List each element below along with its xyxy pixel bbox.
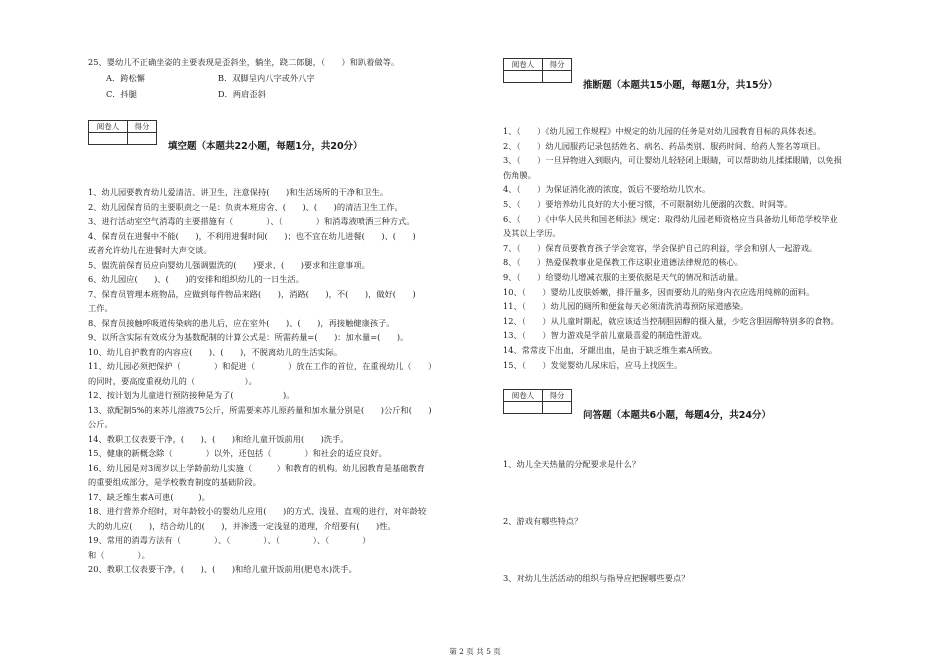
qa-question-1: 1、幼儿全天热量的分配要求是什么？ bbox=[503, 459, 641, 469]
judge-question-line: 10、（ ）婴幼儿皮肤娇嫩，排汗量多，因而要幼儿的贴身内衣应选用纯棉的面料。 bbox=[503, 286, 815, 297]
fill-question-line: 和（ ）。 bbox=[88, 549, 150, 560]
score-label: 得分 bbox=[543, 59, 572, 71]
score-box-judge bbox=[503, 58, 572, 83]
reviewer-cell[interactable] bbox=[504, 71, 543, 83]
qa-section-title: 问答题（本题共6小题，每题4分，共24分） bbox=[583, 410, 771, 421]
judge-question-line: 5、（ ）要培养幼儿良好的大小便习惯，不可限制幼儿便溺的次数、时间等。 bbox=[503, 199, 793, 209]
question-25-option-c: C．抖腿 bbox=[106, 89, 138, 99]
qa-question-2: 2、游戏有哪些特点？ bbox=[503, 516, 583, 526]
reviewer-cell[interactable] bbox=[504, 402, 543, 414]
fill-question-line: 10、幼儿自护教育的内容应( )、( )，不脱离幼儿的生活实际。 bbox=[88, 346, 343, 357]
reviewer-label: 阅卷人 bbox=[504, 390, 543, 402]
score-box-fill bbox=[88, 120, 157, 145]
qa-question-3: 3、对幼儿生活活动的组织与指导应把握哪些要点？ bbox=[503, 573, 690, 583]
fill-question-line: 17、缺乏维生素A可患( )。 bbox=[88, 491, 210, 502]
fill-question-line: 18、进行营养介绍时，对年龄较小的婴幼儿应用( )的方式、浅显、直观的进行，对年龄较 bbox=[88, 506, 427, 516]
judge-question-line: 14、常常皮下出血，牙龈出血，是由于缺乏维生素A所致。 bbox=[503, 345, 718, 355]
fill-question-line: 公斤。 bbox=[88, 419, 113, 429]
judge-question-line: 伤角膜。 bbox=[503, 169, 536, 180]
judge-question-line: 9、（ ）给婴幼儿增减衣服的主要依据是天气的情况和活动量。 bbox=[503, 272, 744, 282]
judge-question-line: 12、（ ）从儿童时期起，就应该适当控制胆固醇的摄入量，少吃含胆固醇特别多的食物。 bbox=[503, 315, 839, 326]
question-25-stem: 25、婴幼儿不正确坐姿的主要表现是歪斜坐，躺坐，跷二郎腿，（ ）和趴着做等。 bbox=[88, 57, 400, 67]
reviewer-label: 阅卷人 bbox=[504, 59, 543, 71]
fill-question-line: 4、保育员在进餐中不能( )，不利用进餐时间( )；也不宜在幼儿进餐( )、( ) bbox=[88, 230, 416, 241]
fill-question-line: 的重要组成部分，是学校教育制度的基础阶段。 bbox=[88, 477, 261, 487]
score-label: 得分 bbox=[543, 390, 572, 402]
fill-section-title: 填空题（本题共22小题，每题1分，共20分） bbox=[168, 141, 363, 152]
fill-question-line: 5、盥洗前保育员应向婴幼儿强调盥洗的( )要求、( )要求和注意事项。 bbox=[88, 259, 370, 270]
question-25-option-d: D．两肩歪斜 bbox=[218, 89, 266, 99]
fill-question-line: 大的幼儿应( )，结合幼儿的( )，并渗透一定浅显的道理，介绍要有( )性。 bbox=[88, 520, 396, 531]
reviewer-label: 阅卷人 bbox=[89, 121, 128, 133]
fill-question-line: 12、按计划为儿童进行预防接种是为了( )。 bbox=[88, 390, 295, 400]
judge-question-line: 6、（ ）《中华人民共和国老师法》规定：取得幼儿园老师资格应当具备幼儿师范学校毕业 bbox=[503, 213, 838, 224]
fill-question-line: 1、幼儿园要教育幼儿爱清洁、讲卫生，注意保持( )和生活场所的干净和卫生。 bbox=[88, 187, 389, 197]
judge-question-line: 1、（ ）《幼儿园工作规程》中规定的幼儿园的任务是对幼儿园教育目标的具体表述。 bbox=[503, 126, 822, 136]
judge-question-line: 及其以上学历。 bbox=[503, 228, 561, 239]
fill-question-line: 2、幼儿园保育员的主要职责之一是：负责本班房舍、( )、( )的清洁卫生工作。 bbox=[88, 201, 403, 212]
score-cell[interactable] bbox=[543, 71, 572, 83]
question-25-option-b: B．双脚呈内八字或外八字 bbox=[218, 73, 315, 83]
judge-question-line: 4、（ ）为保证消化液的浓度，饭后不要给幼儿饮水。 bbox=[503, 184, 711, 195]
fill-question-line: 15、健康的新概念除（ ）以外，还包括（ ）和社会的适应良好。 bbox=[88, 448, 387, 458]
fill-question-line: 13、欲配制5%的来苏儿溶液75公斤，所需要来苏儿原药量和加水量分别是( )公斤和( ) bbox=[88, 404, 432, 415]
fill-question-line: 9、以所含实际有效成分为基数配制的计算公式是：所需药量=( )：加水量=( )。 bbox=[88, 332, 409, 342]
score-label: 得分 bbox=[128, 121, 157, 133]
judge-question-line: 11、（ ）幼儿园的厕所和便盆每天必须清洗消毒预防尿道感染。 bbox=[503, 301, 749, 312]
fill-question-line: 20、教职工仪表要干净，( )、( )和给儿童开饭前用(肥皂水)洗手。 bbox=[88, 564, 357, 574]
score-box-qa bbox=[503, 389, 572, 414]
fill-question-line: 工作。 bbox=[88, 303, 113, 313]
judge-question-line: 8、（ ）热爱保教事业是保教工作这职业道德法律规范的核心。 bbox=[503, 257, 744, 268]
judge-question-line: 13、（ ）智力游戏是学前儿童最喜爱的制造性游戏。 bbox=[503, 330, 708, 341]
score-cell[interactable] bbox=[128, 133, 157, 145]
fill-question-line: 14、教职工仪表要干净，( )、( )和给儿童开饭前用( )洗手。 bbox=[88, 433, 349, 444]
fill-question-line: 16、幼儿园是对3周岁以上学龄前幼儿实施（ ）和教育的机构。幼儿园教育是基础教育 bbox=[88, 462, 426, 473]
fill-question-line: 的同时，要高度重视幼儿的（ ）。 bbox=[88, 375, 257, 386]
page-footer: 第 2 页 共 5 页 bbox=[449, 647, 501, 656]
fill-question-line: 6、幼儿园应( )、( )的安排和组织幼儿的一日生活。 bbox=[88, 274, 304, 284]
judge-question-line: 2、（ ）幼儿园服药记录包括姓名、病名、药品类别、服药时间、给药人签名等项目。 bbox=[503, 140, 826, 151]
judge-section-title: 推断题（本题共15小题，每题1分，共15分） bbox=[583, 80, 778, 91]
score-cell[interactable] bbox=[543, 402, 572, 414]
question-25-option-a: A．跨松懈 bbox=[106, 73, 145, 83]
fill-question-line: 8、保育员接触呼吸道传染病的患儿后，应在室外( )、( )，再接触健康孩子。 bbox=[88, 317, 395, 328]
judge-question-line: 7、（ ）保育员要教育孩子学会宽容，学会保护自己的利益，学会和别人一起游戏。 bbox=[503, 242, 818, 253]
judge-question-line: 3、（ ）一旦异物进入到眼内，可让婴幼儿轻轻闭上眼睛，可以帮助幼儿揉揉眼睛，以免损 bbox=[503, 155, 842, 166]
fill-question-line: 11、幼儿园必须把保护（ ）和促进（ ）放在工作的首位，在重视幼儿（ ） bbox=[88, 361, 437, 371]
fill-question-line: 3、进行活动室空气消毒的主要措施有（ ）、（ ）和消毒液喷洒三种方式。 bbox=[88, 216, 415, 226]
reviewer-cell[interactable] bbox=[89, 133, 128, 145]
fill-question-line: 或者允许幼儿在进餐时大声交谈。 bbox=[88, 245, 212, 255]
fill-question-line: 7、保育员管理本班物品，应做到每件物品来路( )，消路( )，不( )，做好( ) bbox=[88, 288, 416, 299]
fill-question-line: 19、常用的消毒方法有（ ）、（ ）、（ ）、（ ） bbox=[88, 535, 371, 545]
judge-question-line: 15、（ ）发觉婴幼儿尿床后，应马上找医生。 bbox=[503, 359, 683, 370]
